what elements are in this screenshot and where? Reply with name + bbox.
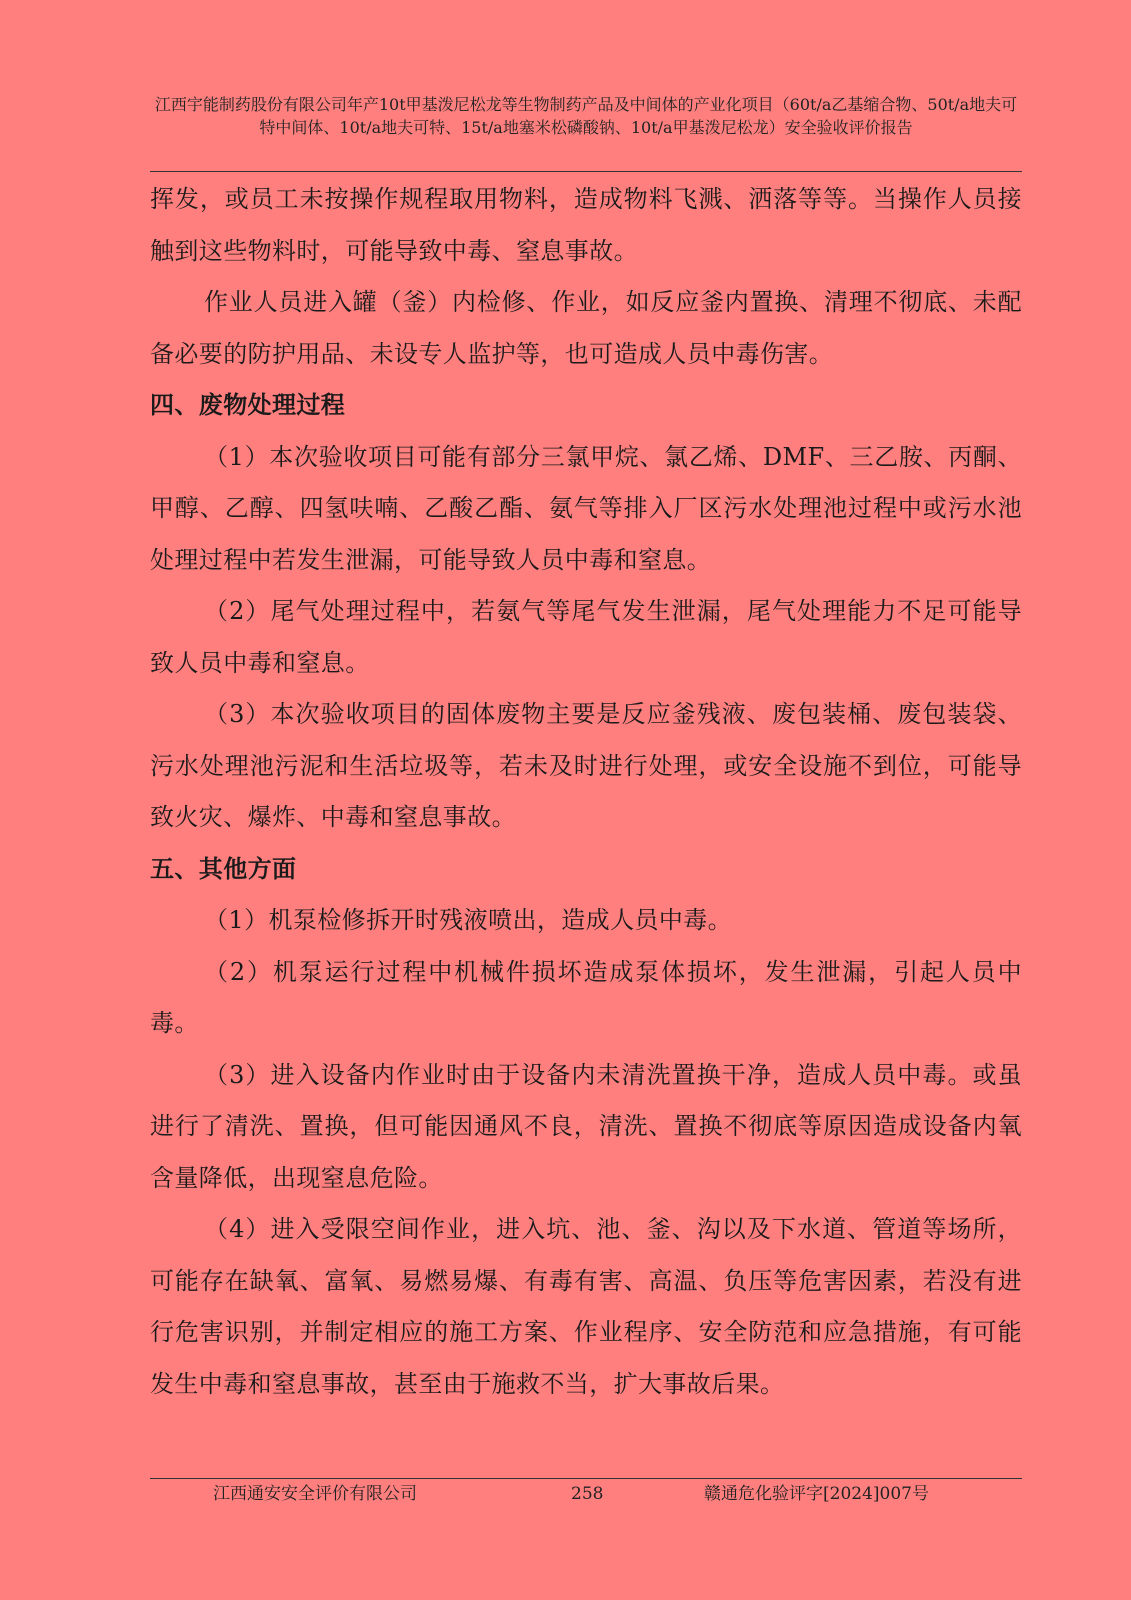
paragraph: （1）本次验收项目可能有部分三氯甲烷、氯乙烯、DMF、三乙胺、丙酮、甲醇、乙醇、四氢呋喃、乙酸乙酯、氨气等排入厂区污水处理池过程中或污水池处理过程中若发生泄漏，可能导致人员中毒和窒息。: [150, 442, 1022, 574]
paragraph: 作业人员进入罐（釜）内检修、作业，如反应釜内置换、清理不彻底、未配备必要的防护用品、未设专人监护等，也可造成人员中毒伤害。: [150, 288, 1022, 368]
paragraph: （4）进入受限空间作业，进入坑、池、釜、沟以及下水道、管道等场所，可能存在缺氧、富氧、易燃易爆、有毒有害、高温、负压等危害因素，若没有进行危害识别，并制定相应的施工方案、作业程序、安全防范和应急措施，有可能发生中毒和窒息事故，甚至由于施救不当，扩大事故后果。: [150, 1215, 1022, 1398]
document-number: 赣通危化验评字[2024]007号: [704, 1484, 929, 1504]
document-body: [150, 174, 1022, 1410]
section-heading: 四、废物处理过程: [150, 391, 346, 419]
paragraph: （2）尾气处理过程中，若氨气等尾气发生泄漏，尾气处理能力不足可能导致人员中毒和窒息。: [150, 597, 1022, 677]
header-divider: [150, 171, 1022, 172]
paragraph: （2）机泵运行过程中机械件损坏造成泵体损坏，发生泄漏，引起人员中毒。: [150, 957, 1022, 1037]
paragraph: 挥发，或员工未按操作规程取用物料，造成物料飞溅、洒落等等。当操作人员接触到这些物料时，可能导致中毒、窒息事故。: [150, 185, 1022, 265]
section-heading: 五、其他方面: [150, 854, 297, 883]
footer-company: 江西通安安全评价有限公司: [213, 1484, 417, 1504]
paragraph: （3）本次验收项目的固体废物主要是反应釜残液、废包装桶、废包装袋、污水处理池污泥和生活垃圾等，若未及时进行处理，或安全设施不到位，可能导致火灾、爆炸、中毒和窒息事故。: [150, 700, 1022, 831]
page-number: 258: [571, 1484, 604, 1504]
paragraph: （1）机泵检修拆开时残液喷出，造成人员中毒。: [204, 906, 733, 934]
page-header: 江西宇能制药股份有限公司年产10t甲基泼尼松龙等生物制药产品及中间体的产业化项目（60t/a乙基缩合物、50t/a地夫可特中间体、10t/a地夫可特、15t/a地塞米松磷酸钠、10t/a甲基泼尼松龙）安全验收评价报告: [154, 95, 1018, 137]
footer-divider: [150, 1478, 1022, 1479]
paragraph: （3）进入设备内作业时由于设备内未清洗置换干净，造成人员中毒。或虽进行了清洗、置换，但可能因通风不良，清洗、置换不彻底等原因造成设备内氧含量降低，出现窒息危险。: [150, 1060, 1022, 1192]
